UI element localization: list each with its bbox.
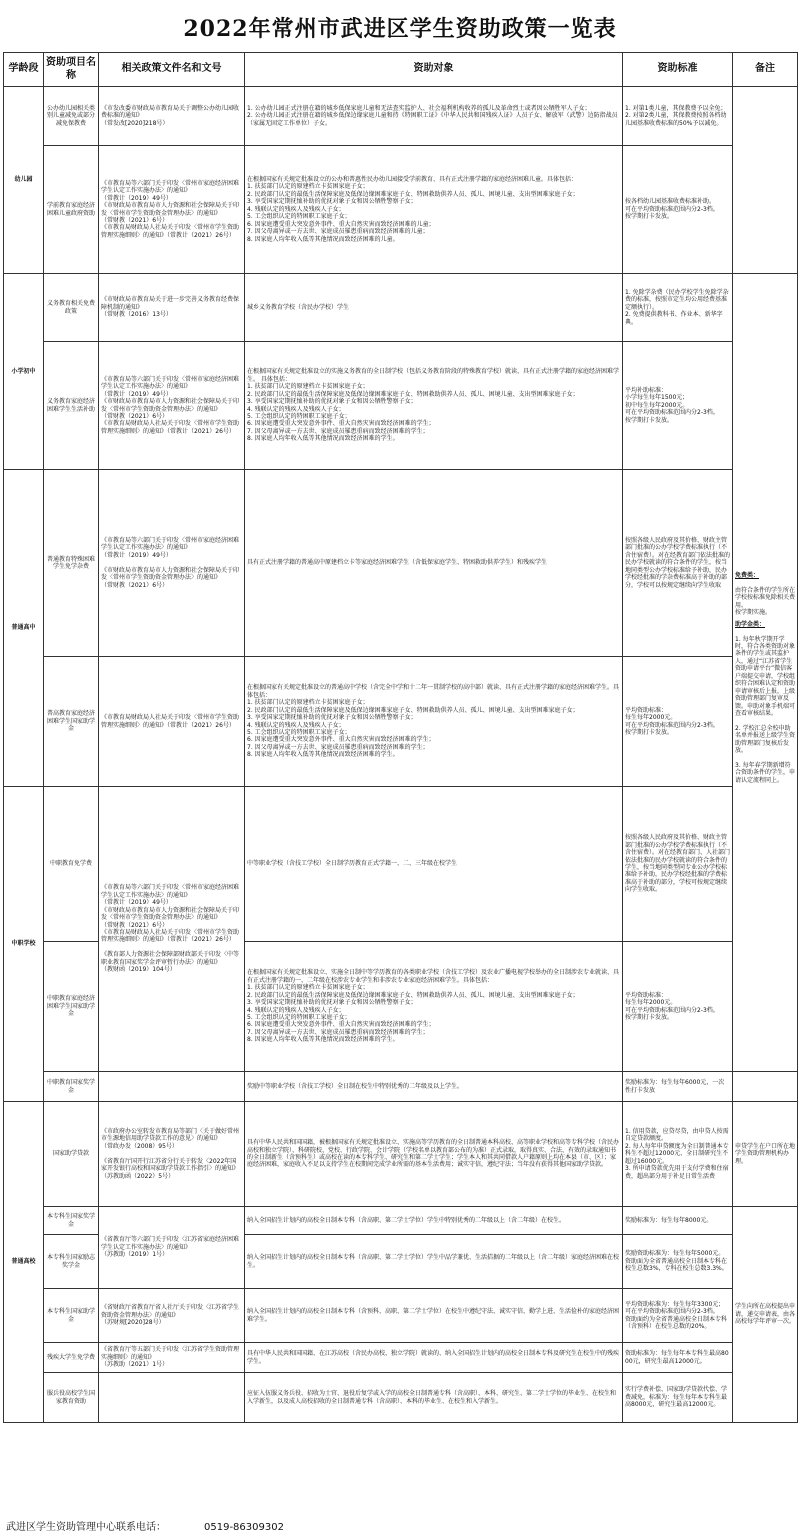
policy-docs: 《省教育厅等五部门关于印发〈江苏省学生资助管理实施细则〉的通知》 （苏教助（2021）1号） [99,1343,245,1373]
policy-docs: 《市发改委市财政局市教育局关于调整公办幼儿园收费标准的通知》 （常发改[2020]218号） [99,87,245,146]
standard-desc: 平均资助标准： 每生每年2000元。 可在平均资助标准范围内分2-3档。 按学期打卡发放。 [623,942,733,1072]
target-desc: 1. 公办幼儿园正式注册在籍的城乡低保家庭儿童和无法查实监护人、社会福利机构收养的孤儿及革命烈士或者因公牺牲军人子女； 2. 公办幼儿园正式注册在籍的城乡低保边缘家庭儿童和持《特困职工证》《中华人民共和国残疾人证》人员子女、解放军（武警）边防指战员（家属无固定工作单位）子女。 [245,87,623,146]
standard-desc: 1. 信用贷款，应贷尽贷，由申贷人按需自定贷款额度。 2. 每人每年申贷额度为全日制普通本专科生不超过12000元、全日制研究生不超过16000元。 3. 所申请贷款优先用于支付学费和住宿费，超出部分用于补足日常生活费 [623,1102,733,1207]
policy-docs: 《市教育局财政局人社局关于印发〈常州市学生资助管理实施细则〉的通知》（常教计（2021）26号） [99,657,245,787]
item-name: 义务教育家庭经济困难学生生活补助 [44,342,99,470]
remark-free-title: 免费类： [735,572,760,580]
standard-desc: 资助标准为：每生每年本专科生最高8000元，研究生最高12000元。 [623,1343,733,1373]
table-row [4,1373,798,1423]
target-desc: 在根据国家有关规定批准设立的公办和普惠性民办幼儿园接受学前教育、具有正式注册学籍的家庭经济困难儿童。具体包括： 1. 扶贫部门认定的原建档立卡贫困家庭子女； 2. 民政部门认定的最低生活保障家庭及低保边缘困难家庭子女、特困救助供养人员、孤儿、困境儿童、支出型困难家庭子女； 3. 享受国家定期抚恤补助的优抚对象子女和因公牺牲警察子女； 4. 残联认定的残疾人及残疾人子女； 5. 工会组织认定的特困职工家庭子女； 6. 因家庭遭受重大突发意外事件、重大自然灾害而致经济困难的儿童； 7. 因父母离异或一方去世、家庭成员罹患重病而致经济困难的儿童； 8. 因家庭人均年收入低等其他情况而致经济困难的儿童。 [245,146,623,274]
target-desc: 奖励中等职业学校（含技工学校）全日制在校生中特别优秀的二年级及以上学生。 [245,1072,623,1102]
policy-docs-empty [99,1072,245,1102]
item-name: 公办幼儿园相关类别儿童减免或部分减免保教费 [44,87,99,146]
item-name: 国家助学贷款 [44,1102,99,1207]
item-name: 义务教育相关免费政策 [44,274,99,342]
target-desc: 纳入全国招生计划内的高校全日制本专科（含高职、第二学士学位）学生中品学兼优、生活拮据的二年级以上（含二年级）家庭经济困难在校生。 [245,1235,623,1289]
policy-docs: 《市教育局等六部门关于印发〈常州市家庭经济困难学生认定工作实施办法〉的通知》 （常教计（2019）49号） 《市财政局市教育局市人力资源和社会保障局关于印发〈常州市学生资助资金管理办法〉的通知》 （常财教（2021）6号） [99,470,245,657]
remark-empty [733,87,798,274]
item-name: 学前教育家庭经济困难儿童政府资助 [44,146,99,274]
table-row [4,787,798,942]
standard-desc: 奖励标准为：每生每年6000元，一次性打卡发放 [623,1072,733,1102]
item-name: 本专科生国家助学金 [44,1289,99,1343]
stage-kindergarten: 幼儿园 [4,87,44,274]
contact-label: 武进区学生资助管理中心联系电话： [6,1522,166,1533]
item-name: 普高教育家庭经济困难学生国家助学金 [44,657,99,787]
table-row [4,146,798,274]
contact-footer [6,1518,284,1533]
stage-compulsory: 小学初中 [4,274,44,470]
table-row [4,470,798,657]
target-desc: 城乡义务教育学校（含民办学校）学生 [245,274,623,342]
remark-grant-body: 1. 每年秋学期开学时，符合各类资助对象条件的学生或其监护人，通过“江苏省学生资助申请平台”微信客户端提交申请，学校组织符合困难认定和资助申请审核后上报，上级资助管理部门复审反馈。申助对象手机端可查看审核结果。 2. 学校汇总全校申助名单并报送上级学生资助管理部门复核后发放。 3. 每年春学期新增符合资助条件的学生，申请认定流程同上。 [735,635,796,784]
remark-loan: 申贷学生在户口所在地学生资助管理机构办理。 [733,1102,798,1207]
policy-docs: 《市教育局等六部门关于印发〈常州市家庭经济困难学生认定工作实施办法〉的通知》 （常教计（2019）49号） 《市财政局市教育局市人力资源和社会保障局关于印发〈常州市学生资助资金管理办法〉的通知》 （常财教（2021）6号） 《市教育局财政局人社局关于印发〈常州市学生资助管理实施细则〉的通知》（常教计（2021）26号） [99,146,245,274]
table-row [4,1207,798,1235]
table-row [4,342,798,470]
header-target: 资助对象 [245,53,623,87]
remark-free-grant [733,274,798,1072]
table-row [4,1289,798,1343]
item-name: 中职教育国家奖学金 [44,1072,99,1102]
remark-grant-title: 助学金类： [735,620,766,628]
policy-docs: 《市政府办公室转发市教育局等部门〈关于做好常州市生源地信用助学贷款工作的意见〉的通知》 （常政办发（2008）95号） 《省教育厅国开行江苏省分行关于转发〈2022年国家开发银行高校和国家助学贷款工作指引〉的通知》（苏教助函（2022）5号） [99,1102,245,1207]
target-desc: 具有正式注册学籍的普通高中原建档立卡等家庭经济困难学生（含低保家庭学生、特困救助供养学生）和残疾学生 [245,470,623,657]
header-docs: 相关政策文件名和文号 [99,53,245,87]
remark-college: 学生向所在高校提出申请，递交申请表，由各高校每学年评审一次。 [733,1207,798,1423]
standard-desc: 平均补助标准： 小学每生每年1500元； 初中每生每年2000元。 可在平均资助标准范围内分2-3档。 按学期打卡发放。 [623,342,733,470]
standard-desc: 平均资助标准： 每生每年2000元。 可在平均资助标准范围内分2-3档。 按学期打卡发放。 [623,657,733,787]
standard-desc: 平均资助标准为：每生每年3300元；可在平均资助标准范围内分2-3档。 资助面约为全省普通高校全日制本专科（含预科）在校生总数的20%。 [623,1289,733,1343]
standard-desc: 按照各级人民政府及其价格、财政主管部门批准的公办学校学费标准执行（不含住宿费）。对在经教育部门依法批准的民办学校就读的符合条件的学生，按当地同类型公办学校标准给予补助，民办学校经批准的学杂费标准高于补助的部分，学校可以按规定继续向学生收取 [623,470,733,657]
table-row [4,274,798,342]
stage-highschool: 普通高中 [4,470,44,787]
header-item: 资助项目名称 [44,53,99,87]
policy-docs: 《市教育局等六部门关于印发〈常州市家庭经济困难学生认定工作实施办法〉的通知》 （常教计（2019）49号） 《市财政局市教育局市人力资源和社会保障局关于印发〈常州市学生资助资金管理办法〉的通知》 （常财教（2021）6号） 《市教育局财政局人社局关于印发〈常州市学生资助管理实施细则〉的通知》（常教计（2021）26号） 《教育部人力资源社会保障部财政部关于印发〈中等职业教育国家奖学金评审暂行办法〉的通知》 （教财函（2019）104号） [99,787,245,1072]
table-row [4,1072,798,1102]
standard-desc: 奖励资助标准为：每生每年5000元。 资助面为全省普通高校全日制本专科在校生总数3%，专科在校生总数3.3%。 [623,1235,733,1289]
standard-desc: 1. 对第1类儿童，其保教费予以全免； 2. 对第2类儿童，其保教费按照各档幼儿园基准收费标准的50%予以减免。 [623,87,733,146]
target-desc: 应征入伍服义务兵役、招收为士官、退役后复学或入学的高校全日制普通专科（含高职）、本科、研究生、第二学士学位的毕业生、在校生和入学新生，以及成人高校招收的全日制普通专科（含高职）、本科的毕业生、在校生和入学新生。 [245,1373,623,1423]
target-desc: 在根据国家有关规定批准设立的实施义务教育的全日制学校（包括义务教育阶段的特殊教育学校）就读、具有正式注册学籍的家庭经济困难学生。 具体包括： 1. 扶贫部门认定的原建档立卡贫困家庭子女； 2. 民政部门认定的最低生活保障家庭及低保边缘困难家庭子女、特困救助供养人员、孤儿、困境儿童、支出型困难家庭子女； 3. 享受国家定期抚恤补助的优抚对象子女和因公牺牲警察子女； 4. 残联认定的残疾人及残疾人子女； 5. 工会组织认定的特困职工家庭子女； 6. 因家庭遭受重大突发意外事件、重大自然灾害而致经济困难的学生； 7. 因父母离异或一方去世、家庭成员罹患重病而致经济困难的学生； 8. 因家庭人均年收入低等其他情况而致经济困难的学生。 [245,342,623,470]
target-desc: 纳入全国招生计划内的高校全日制本专科（含预科、高职、第二学士学位）在校生中遵纪守法、诚实守信、勤学上进、生活俭朴的家庭经济困难学生。 [245,1289,623,1343]
policy-docs: 《市财政局市教育局关于进一步完善义务教育经费保障机制的通知》 （常财教（2016）13号） [99,274,245,342]
table-row [4,87,798,146]
policy-docs-empty [99,1373,245,1423]
item-name: 本专科生国家励志奖学金 [44,1235,99,1289]
item-name: 残疾大学生免学费 [44,1343,99,1373]
item-name: 本专科生国家奖学金 [44,1207,99,1235]
target-desc: 纳入全国招生计划内的高校全日制本专科（含高职、第二学士学位）学生中特别优秀的二年级以上（含二年级）在校生。 [245,1207,623,1235]
page-title: 2022年常州市武进区学生资助政策一览表 [183,16,617,42]
standard-desc: 1. 免除学杂费（民办学校学生免除学杂费的标准，按照市定生均公用经费基准定额执行）。 2. 免费提供教科书、作业本、新华字典。 [623,274,733,342]
standard-desc: 按照各级人民政府及其价格、财政主管部门批准的公办学校学费标准执行（不含住宿费）。对在经教育部门、人社部门依法批准的民办学校就读的符合条件的学生，按当地同类型同专业公办学校标准给予补助，民办学校经批准的学费标准高于补助的部分，学校可按规定继续向学生收取。 [623,787,733,942]
target-desc: 中等职业学校（含技工学校）全日制学历教育正式学籍一、二、三年级在校学生 [245,787,623,942]
table-row [4,657,798,787]
target-desc: 具有中华人民共和国国籍，被根据国家有关规定批准设立、实施高等学历教育的全日制普通本科高校、高等职业学校和高等专科学校（含民办高校和独立学院）、科研院校、党校、行政学院、会计学院（学校名单以教育部公布的为准）正式录取，取得真实、合法、有效的录取通知书的全日制新生（含预科生）或高校在读的本专科学生、研究生和第二学士学生；学生本人和其共同借款人户籍原则上均在本县（市、区）；家庭经济困难，家庭收入不足以支持学生在校期间完成学业所需的基本生活费用；诚实守信，遵纪守法；当年没有获得其他国家助学贷款。 [245,1102,623,1207]
header-remark: 备注 [733,53,798,87]
item-name: 中职教育家庭经济困难学生国家助学金 [44,942,99,1072]
policy-docs: 《市教育局等六部门关于印发〈常州市家庭经济困难学生认定工作实施办法〉的通知》 （常教计（2019）49号） 《市财政局市教育局市人力资源和社会保障局关于印发〈常州市学生资助资金管理办法〉的通知》 （常财教（2021）6号） 《市教育局财政局人社局关于印发〈常州市学生资助管理实施细则〉的通知》（常教计（2021）26号） [99,342,245,470]
contact-phone: 0519-86309302 [204,1522,284,1533]
table-row [4,1102,798,1207]
policy-docs: 《省财政厅省教育厅省人社厅关于印发〈江苏省学生资助资金管理办法〉的通知》 （苏财规[2020]28号） [99,1289,245,1343]
item-name: 中职教育免学费 [44,787,99,942]
standard-desc: 实行学费补偿、国家助学贷款代偿、学费减免，标准为：每生每年本专科生最高8000元，研究生最高12000元。 [623,1373,733,1423]
table-row [4,1343,798,1373]
item-name: 服兵役高校学生国家教育资助 [44,1373,99,1423]
policy-docs: 《省教育厅等六部门关于印发〈江苏省家庭经济困难学生认定工作实施办法〉的通知》 （苏教助（2019）1号） [99,1207,245,1289]
target-desc: 具有中华人民共和国国籍、在江苏高校（含民办高校、独立学院）就读的、纳入全国招生计划内的高校全日制本专科及研究生在校生中的残疾学生。 [245,1343,623,1373]
header-standard: 资助标准 [623,53,733,87]
header-stage: 学龄段 [4,53,44,87]
item-name: 普通教育特殊困难学生免学杂费 [44,470,99,657]
target-desc: 在根据国家有关规定批准设立的普通高中学校（含完全中学和十二年一贯制学校的高中部）就读、具有正式注册学籍的家庭经济困难学生。具体包括： 1. 扶贫部门认定的原建档立卡贫困家庭子女； 2. 民政部门认定的最低生活保障家庭及低保边缘困难家庭子女、特困救助供养人员、孤儿、困境儿童、支出型困难家庭子女； 3. 享受国家定期抚恤补助的优抚对象子女和因公牺牲警察子女； 4. 残联认定的残疾人及残疾人子女； 5. 工会组织认定的特困职工家庭子女； 6. 因家庭遭受重大突发意外事件、重大自然灾害而致经济困难的学生； 7. 因父母离异或一方去世、家庭成员罹患重病而致经济困难的学生； 8. 因家庭人均年收入低等其他情况而致经济困难的学生。 [245,657,623,787]
remark-free-body: 由符合条件的学生所在学校按标准免除相关费用。 按学期实施。 [735,586,796,617]
table-header-row [4,53,798,87]
stage-vocational: 中职学校 [4,787,44,1102]
target-desc: 在根据国家有关规定批准设立、实施全日制中等学历教育的各类职业学校（含技工学校）及农业广播电视学校举办的全日制涉农专业就读、具有正式注册学籍的一、二年级在校涉农专业学生和非涉农专业家庭经济困难学生。具体包括： 1. 扶贫部门认定的原建档立卡贫困家庭子女； 2. 民政部门认定的最低生活保障家庭及低保边缘困难家庭子女、特困救助供养人员、孤儿、困境儿童、支出型困难家庭子女； 3. 享受国家定期抚恤补助的优抚对象子女和因公牺牲警察子女； 4. 残联认定的残疾人及残疾人子女； 5. 工会组织认定的特困职工家庭子女； 6. 因家庭遭受重大突发意外事件、重大自然灾害而致经济困难的学生； 7. 因父母离异或一方去世、家庭成员罹患重病而致经济困难的学生； 8. 因家庭人均年收入低等其他情况而致经济困难的学生。 [245,942,623,1072]
standard-desc: 奖励标准为：每生每年8000元。 [623,1207,733,1235]
stage-college: 普通高校 [4,1102,44,1423]
policy-table [3,52,798,1423]
standard-desc: 按各档幼儿园基准收费标准补助。 可在平均资助标准范围内分2-3档。 按学期打卡发放。 [623,146,733,274]
